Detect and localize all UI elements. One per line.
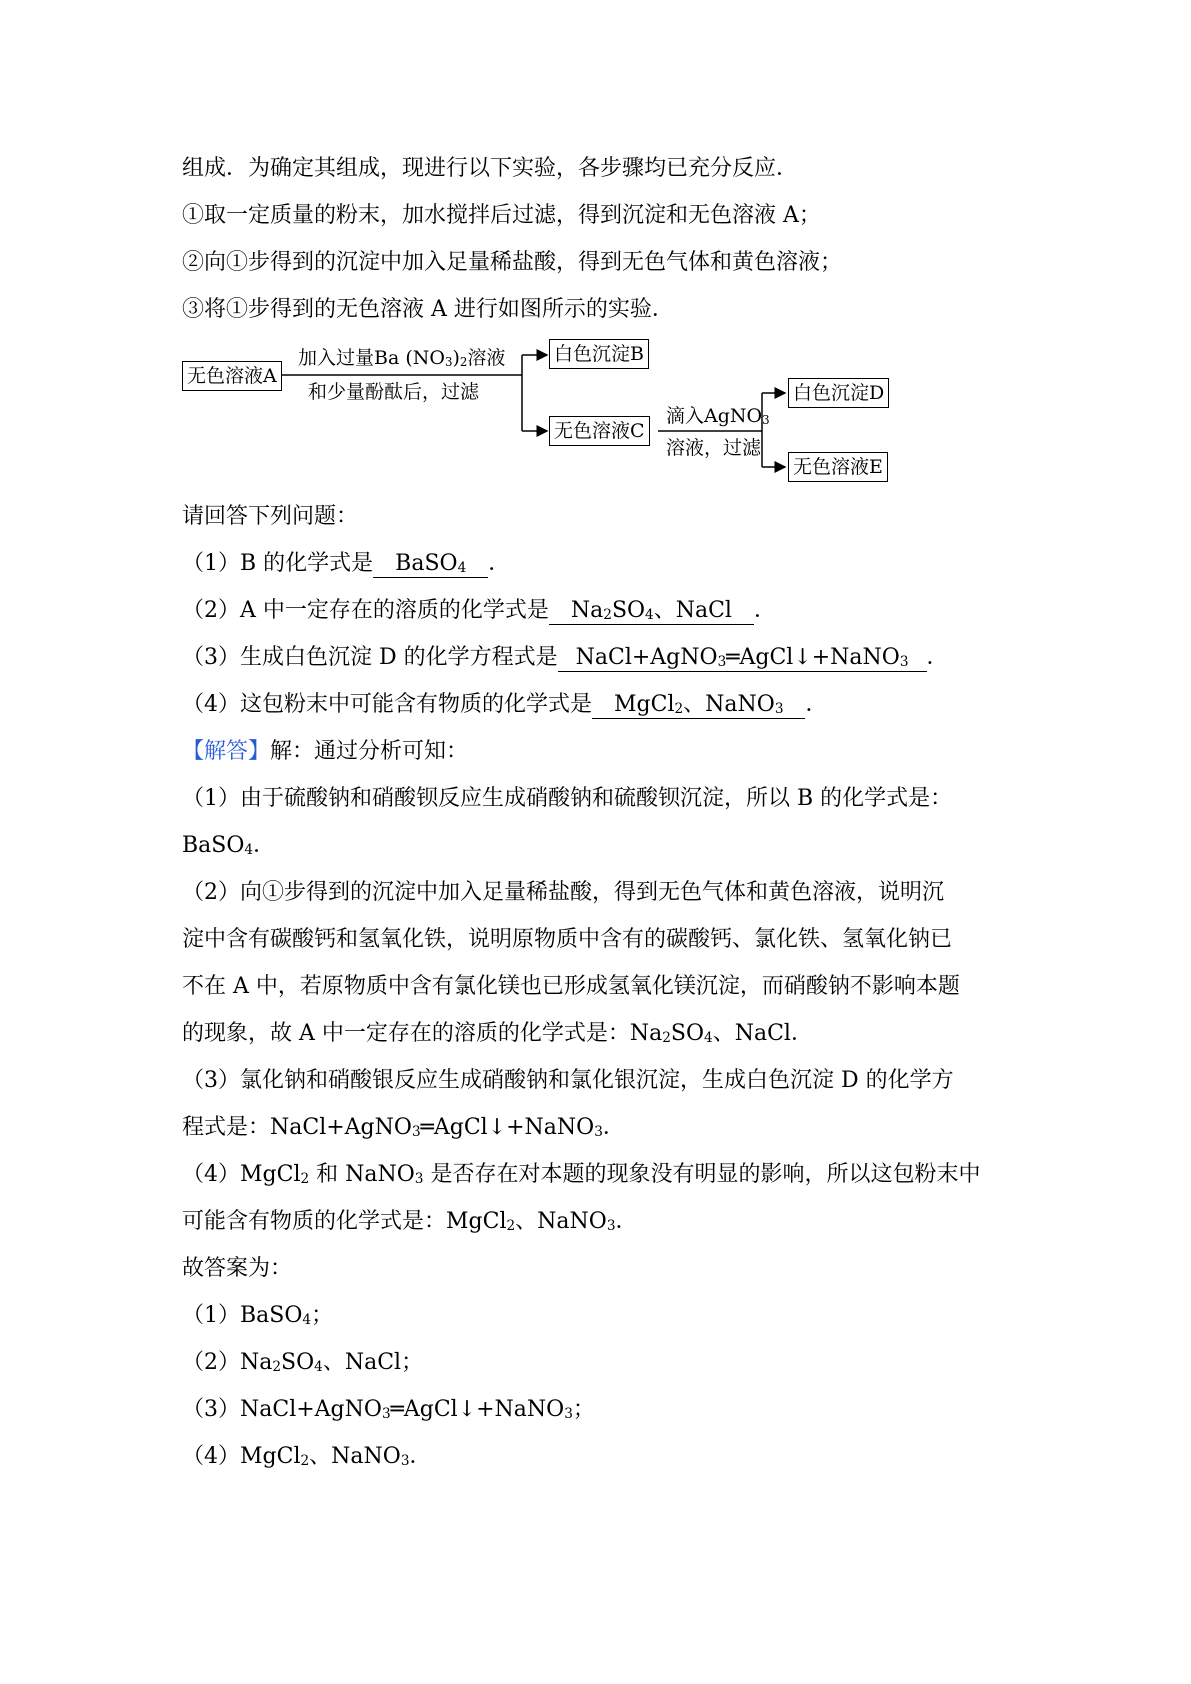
- question-1: （1）B 的化学式是 BaSO$_4$ ．: [182, 551, 511, 577]
- box-solution-e: 无色溶液E: [788, 452, 888, 482]
- question-3: （3）生成白色沉淀 D 的化学方程式是 NaCl+AgNO$_3$═AgCl↓+NaNO$_3$ ．: [182, 645, 949, 671]
- solution-4-line-2: 可能含有物质的化学式是：MgCl$_2$、NaNO$_3$．: [182, 1209, 638, 1235]
- flow-label-reagent-2: 和少量酚酞后，过滤: [308, 381, 480, 403]
- final-answer-2: $(2)Na_2SO_4$、NaCl；: [182, 1350, 424, 1376]
- solution-2-line-1: （2）向①步得到的沉淀中加入足量稀盐酸，得到无色气体和黄色溶液，说明沉: [182, 880, 944, 905]
- question-4: （4）这包粉末中可能含有物质的化学式是 MgCl$_2$、NaNO$_3$ ．: [182, 692, 828, 718]
- answer-blank-1: BaSO$_4$: [373, 551, 488, 578]
- solution-1-line-2: BaSO$_4$．: [182, 833, 276, 859]
- final-answer-1: （1）BaSO$_4$；: [182, 1303, 334, 1329]
- final-answer-3: （3）NaCl+AgNO$_3$═AgCl↓+NaNO$_3$；: [182, 1397, 595, 1423]
- questions-prompt: 请回答下列问题：: [182, 504, 359, 529]
- box-solution-c: 无色溶液C: [549, 416, 650, 446]
- intro-line-1: 组成．为确定其组成，现进行以下实验，各步骤均已充分反应．: [182, 156, 799, 181]
- intro-line-3: ②向①步得到的沉淀中加入足量稀盐酸，得到无色气体和黄色溶液；: [182, 250, 843, 275]
- flow-label-reagent-3: 滴入AgNO$_3$: [666, 405, 770, 427]
- experiment-flow-diagram: [182, 335, 912, 485]
- box-precipitate-d: 白色沉淀D: [788, 378, 889, 408]
- solution-lead: 【解答】解：通过分析可知：: [182, 739, 469, 764]
- final-title: 故答案为：: [182, 1256, 293, 1281]
- intro-line-4: ③将①步得到的无色溶液 A 进行如图所示的实验．: [182, 297, 674, 322]
- flow-label-reagent-4: 溶液，过滤: [666, 437, 762, 459]
- box-solution-a: 无色溶液A: [182, 361, 282, 391]
- flow-label-reagent-1: 加入过量Ba $(NO_3)_2$溶液: [298, 347, 506, 369]
- solution-2-line-3: 不在 A 中，若原物质中含有氯化镁也已形成氢氧化镁沉淀，而硝酸钠不影响本题: [182, 974, 960, 999]
- answer-blank-3: NaCl+AgNO$_3$═AgCl↓+NaNO$_3$: [558, 645, 927, 672]
- answer-blank-2: $Na_2SO_4$、NaCl: [549, 598, 754, 625]
- final-answer-4: （4）MgCl$_2$、NaNO$_3$．: [182, 1444, 432, 1470]
- solution-tag: 【解答】: [182, 739, 271, 764]
- solution-3-line-2: 程式是：NaCl+AgNO$_3$═AgCl↓+NaNO$_3$．: [182, 1115, 625, 1141]
- intro-line-2: ①取一定质量的粉末，加水搅拌后过滤，得到沉淀和无色溶液 A；: [182, 203, 821, 228]
- solution-3-line-1: （3）氯化钠和硝酸银反应生成硝酸钠和氯化银沉淀，生成白色沉淀 D 的化学方: [182, 1068, 954, 1093]
- answer-blank-4: MgCl$_2$、NaNO$_3$: [592, 692, 805, 719]
- box-precipitate-b: 白色沉淀B: [549, 339, 649, 369]
- solution-4-line-1: （4）MgCl$_2$ 和 NaNO$_3$ 是否存在对本题的现象没有明显的影响，所以这包粉末中: [182, 1162, 981, 1188]
- solution-2-line-4: 的现象，故 A 中一定存在的溶质的化学式是：$Na_2SO_4$、NaCl．: [182, 1021, 813, 1047]
- solution-1-line-1: （1）由于硫酸钠和硝酸钡反应生成硝酸钠和硫酸钡沉淀，所以 B 的化学式是：: [182, 786, 953, 811]
- solution-2-line-2: 淀中含有碳酸钙和氢氧化铁，说明原物质中含有的碳酸钙、氯化铁、氢氧化钠已: [182, 927, 953, 952]
- question-2: （2）A 中一定存在的溶质的化学式是 $Na_2SO_4$、NaCl ．: [182, 598, 776, 624]
